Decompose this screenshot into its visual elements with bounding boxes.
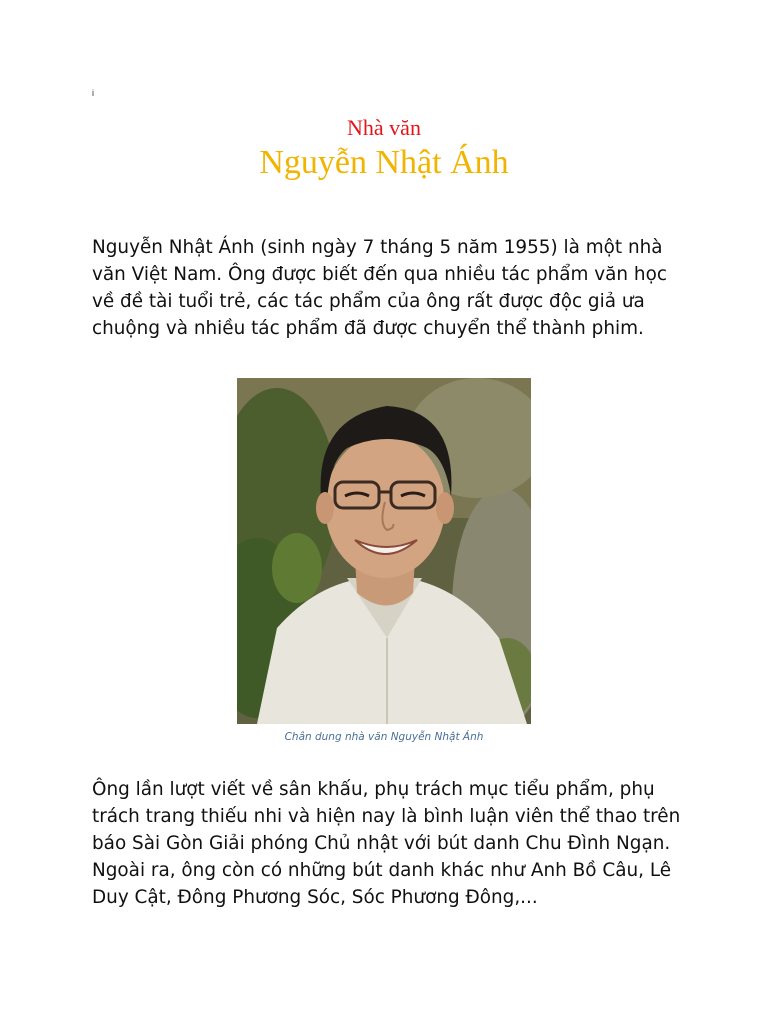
career-paragraph: Ông lần lượt viết về sân khấu, phụ trách mục tiểu phẩm, phụ trách trang thiếu nhi và hiện nay là bình luận viên thể thao trên báo Sài Gòn Giải phóng Chủ nhật với bút danh Chu Đình Ngạn. Ngoài ra, ông còn có những bút danh khác như Anh Bồ Câu, Lê Duy Cật, Đông Phương Sóc, Sóc Phương Đông,... (92, 779, 681, 908)
title-subheading: Nhà văn (347, 115, 421, 140)
page-marker: i (92, 88, 94, 98)
title-heading: Nguyễn Nhật Ánh (259, 144, 509, 181)
author-portrait-photo (237, 378, 531, 724)
photo-caption: Chân dung nhà văn Nguyễn Nhật Ánh (284, 731, 484, 743)
intro-paragraph: Nguyễn Nhật Ánh (sinh ngày 7 tháng 5 năm 1955) là một nhà văn Việt Nam. Ông được biết đến qua nhiều tác phẩm văn học về đề tài tuổi trẻ, các tác phẩm của ông rất được độc giả ưa chuộng và nhiều tác phẩm đã được chuyển thể thành phim. (92, 237, 667, 339)
